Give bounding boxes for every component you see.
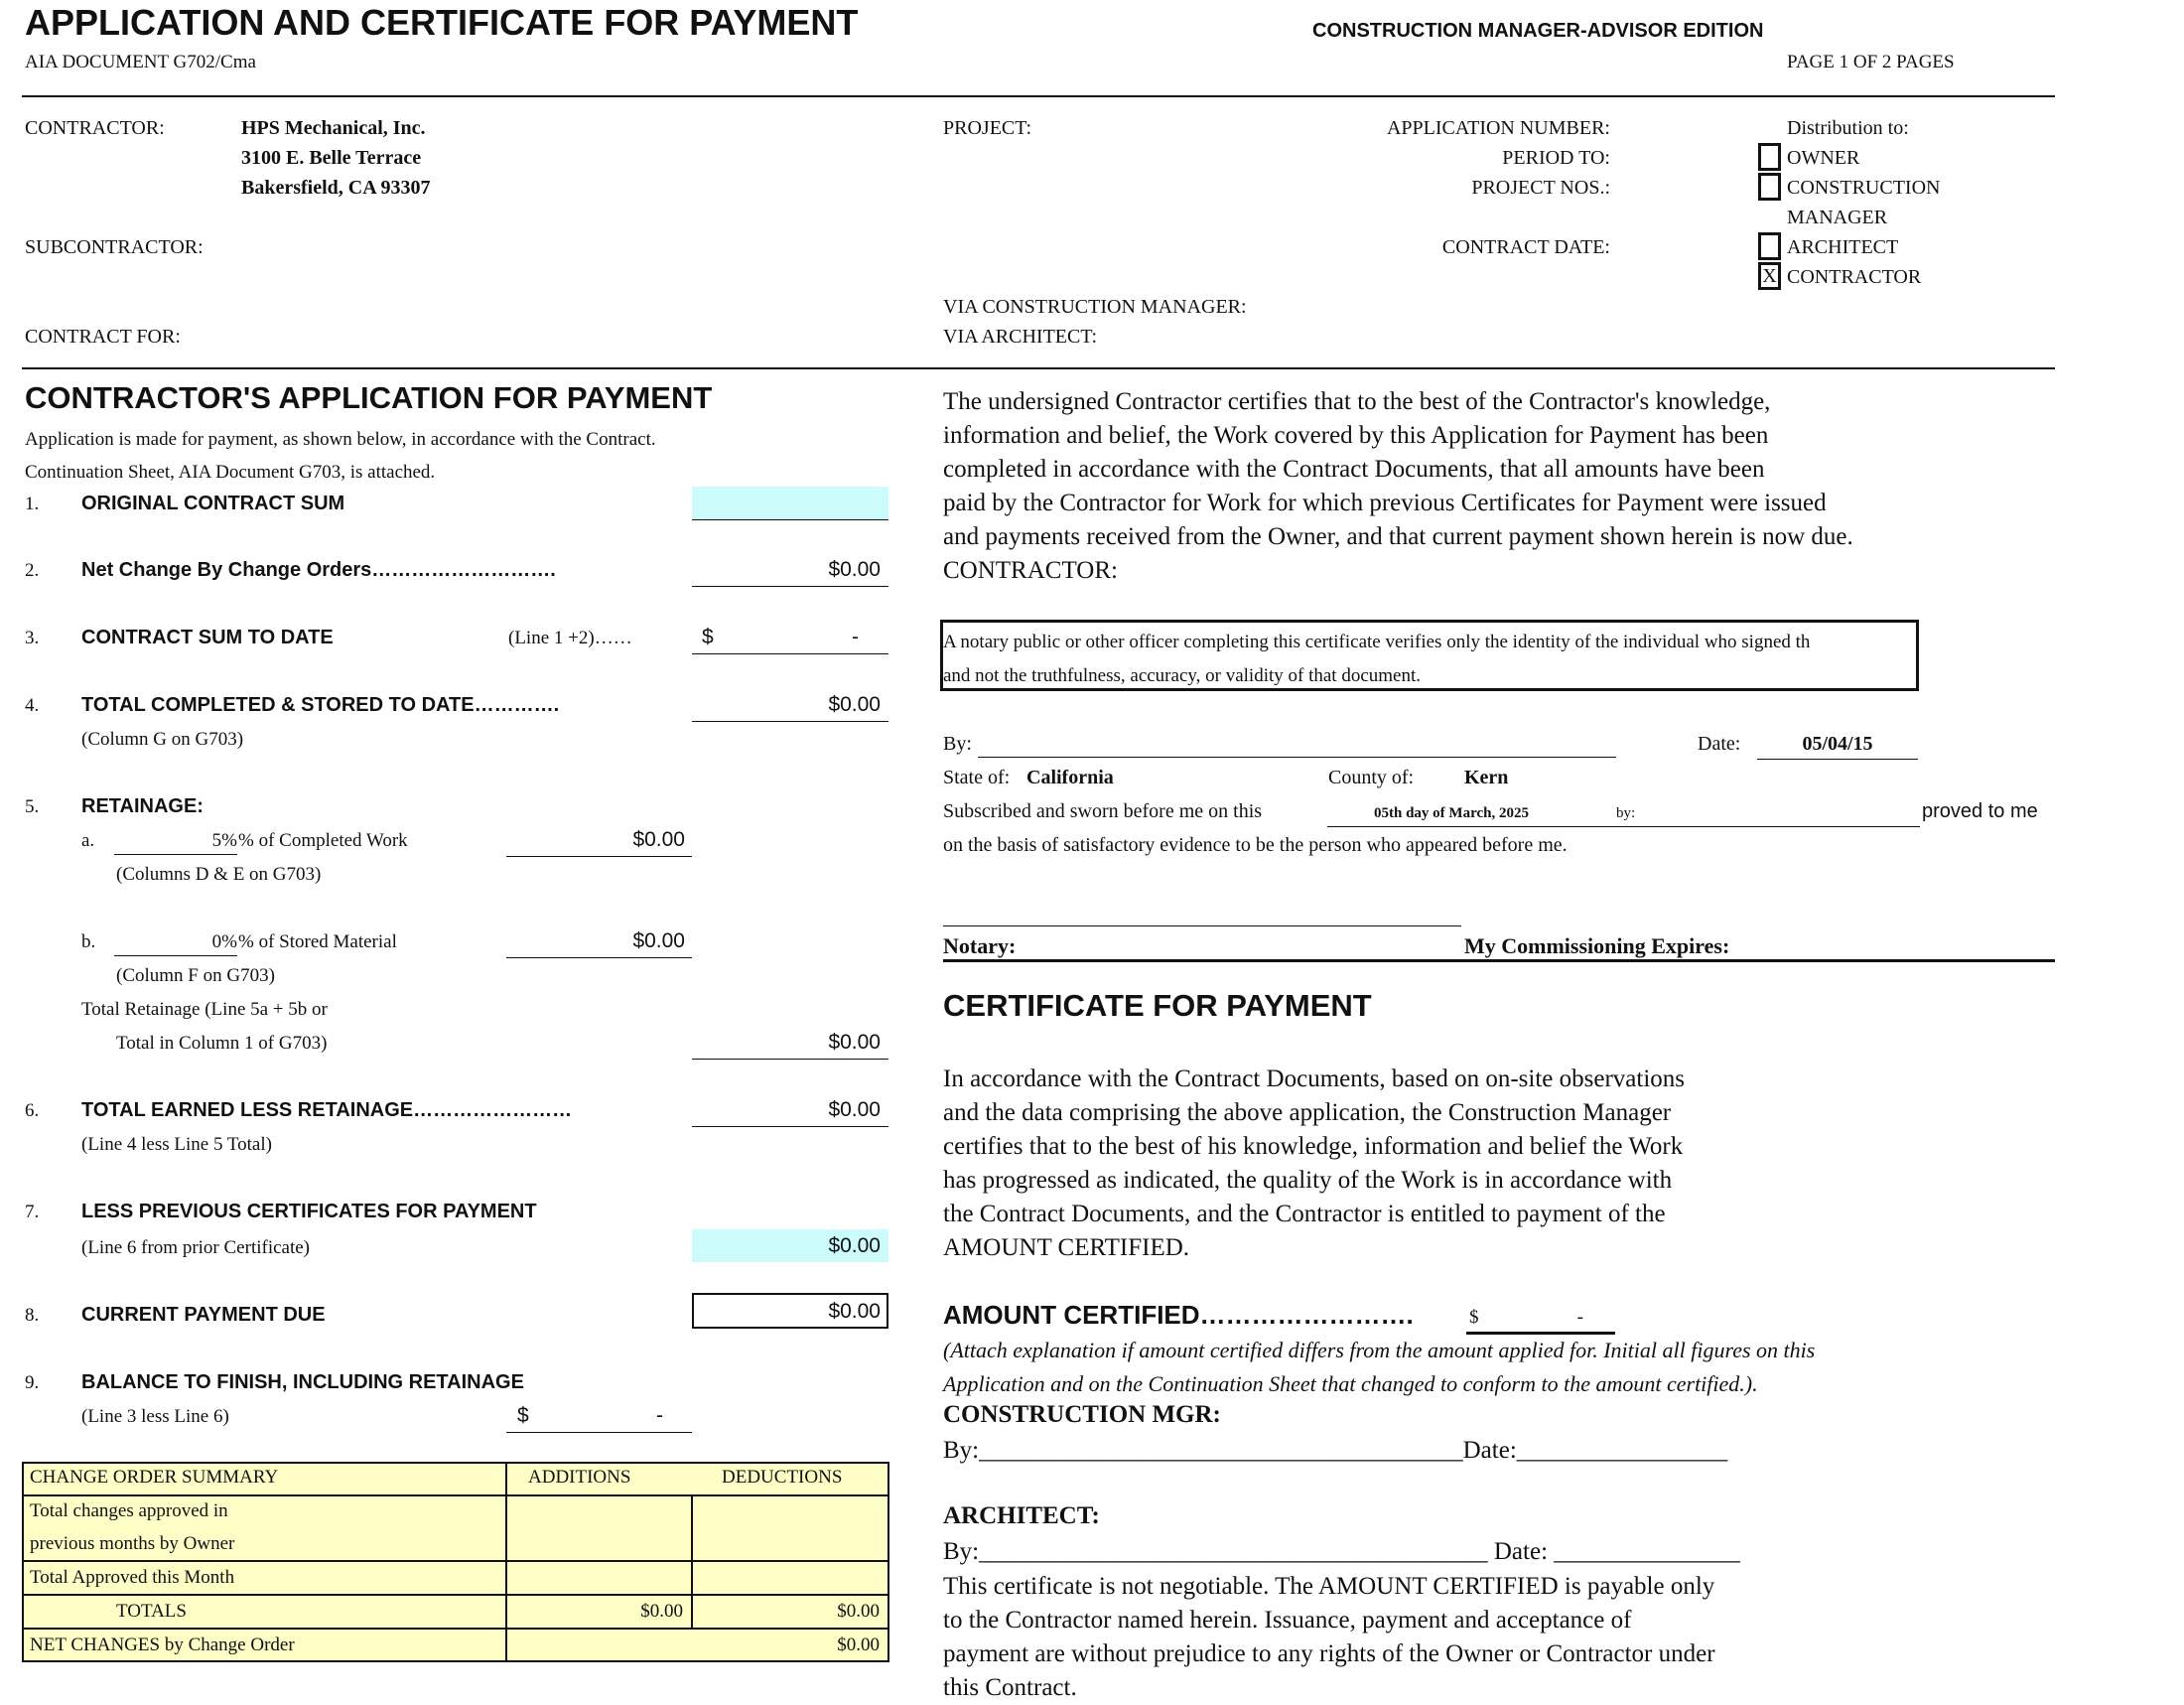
line-5b-underline xyxy=(506,957,692,958)
total-earned-less-retainage-value: $0.00 xyxy=(828,1098,881,1121)
edition-label: CONSTRUCTION MANAGER-ADVISOR EDITION xyxy=(1312,20,1764,42)
contractor-name: HPS Mechanical, Inc. xyxy=(241,117,426,139)
additions-header: ADDITIONS xyxy=(528,1467,631,1488)
notice-line: this Contract. xyxy=(943,1674,1077,1701)
commission-expires-label: My Commissioning Expires: xyxy=(1464,933,1730,958)
construction-manager-label-1: CONSTRUCTION xyxy=(1787,177,1941,199)
line-3-number: 3. xyxy=(25,628,40,648)
certification-line: and payments received from the Owner, and that current payment shown herein is now due. xyxy=(943,523,1853,550)
notary-notice-line-1: A notary public or other officer completing this certificate verifies only the identity of the individual who signed th xyxy=(943,632,1811,652)
header-divider xyxy=(22,95,2055,97)
notary-divider xyxy=(943,959,2055,962)
total-retainage-label-2: Total in Column 1 of G703) xyxy=(116,1033,328,1054)
contract-date-label: CONTRACT DATE: xyxy=(1441,236,1610,258)
change-order-summary-table xyxy=(22,1462,889,1662)
subscribed-label: Subscribed and sworn before me on this xyxy=(943,800,1263,822)
county-value: Kern xyxy=(1464,767,1509,788)
distribution-label: Distribution to: xyxy=(1787,117,1909,139)
prior-changes-label-1: Total changes approved in xyxy=(30,1500,228,1521)
construction-mgr-label: CONSTRUCTION MGR: xyxy=(943,1401,1221,1428)
line-6-underline xyxy=(692,1126,888,1127)
line-5b-text: % of Stored Material xyxy=(238,931,397,952)
state-value: California xyxy=(1026,767,1114,788)
document-code: AIA DOCUMENT G702/Cma xyxy=(25,52,256,72)
satisfactory-evidence-text: on the basis of satisfactory evidence to be the person who appeared before me. xyxy=(943,834,1568,856)
certification-line: paid by the Contractor for Work for which previous Certificates for Payment were issued xyxy=(943,490,1827,516)
line-3-underline xyxy=(692,653,888,654)
line-5-label: RETAINAGE: xyxy=(81,795,204,817)
explanation-line-1: (Attach explanation if amount certified differs from the amount applied for. Initial all figures on this xyxy=(943,1338,1816,1362)
line-5a-underline xyxy=(506,856,692,857)
contractor-label: CONTRACTOR: xyxy=(25,117,165,139)
state-label: State of: xyxy=(943,767,1011,788)
certification-contractor-label: CONTRACTOR: xyxy=(943,557,1118,584)
project-nos-label: PROJECT NOS.: xyxy=(1471,177,1610,199)
total-completed-value: $0.00 xyxy=(828,693,881,716)
contract-sum-to-date-value: - xyxy=(852,626,859,648)
notary-date-underline xyxy=(1757,759,1918,760)
parties-divider xyxy=(22,367,2055,369)
line-8-number: 8. xyxy=(25,1305,40,1326)
change-order-summary-title: CHANGE ORDER SUMMARY xyxy=(30,1467,279,1488)
amount-certified-underline xyxy=(1466,1332,1615,1335)
notary-notice-box xyxy=(940,620,1919,691)
line-5a-letter: a. xyxy=(81,830,95,851)
non-negotiable-notice xyxy=(943,1570,1715,1705)
line-2-label: Net Change By Change Orders………………………. xyxy=(81,559,556,581)
retainage-completed-percent[interactable]: 5% xyxy=(211,830,237,851)
line-1-number: 1. xyxy=(25,494,40,514)
totals-additions-value: $0.00 xyxy=(640,1601,683,1622)
certificate-line: has progressed as indicated, the quality of the Work is in accordance with xyxy=(943,1167,1673,1194)
notary-label: Notary: xyxy=(943,933,1017,958)
net-change-value: $0.00 xyxy=(828,558,881,581)
amount-certified-currency: $ xyxy=(1469,1307,1479,1328)
subcontractor-label: SUBCONTRACTOR: xyxy=(25,236,204,258)
prior-changes-label-2: previous months by Owner xyxy=(30,1533,235,1554)
project-label: PROJECT: xyxy=(943,117,1032,139)
retainage-stored-percent[interactable]: 0% xyxy=(211,931,237,952)
current-payment-due-value: $0.00 xyxy=(828,1300,881,1323)
net-changes-value: $0.00 xyxy=(837,1634,880,1655)
line-9-underline xyxy=(506,1432,692,1433)
total-retainage-label-1: Total Retainage (Line 5a + 5b or xyxy=(81,999,328,1020)
certificate-heading: CERTIFICATE FOR PAYMENT xyxy=(943,988,1372,1023)
architect-label-heading: ARCHITECT: xyxy=(943,1502,1100,1529)
subscribed-underline xyxy=(1327,826,1920,827)
deductions-header: DEDUCTIONS xyxy=(722,1467,843,1488)
line-4-label: TOTAL COMPLETED & STORED TO DATE…………. xyxy=(81,694,560,716)
certificate-text xyxy=(943,1063,1685,1265)
contractor-checkbox[interactable]: X xyxy=(1758,262,1781,290)
line-9-label: BALANCE TO FINISH, INCLUDING RETAINAGE xyxy=(81,1371,524,1393)
line-9-number: 9. xyxy=(25,1372,40,1393)
contractor-address-2: Bakersfield, CA 93307 xyxy=(241,177,431,199)
explanation-line-2: Application and on the Continuation Sheet that changed to conform to the amount certified.). xyxy=(943,1371,1758,1396)
line-5a-note: (Columns D & E on G703) xyxy=(116,864,322,885)
certificate-line: and the data comprising the above application, the Construction Manager xyxy=(943,1099,1672,1126)
architect-checkbox[interactable] xyxy=(1758,232,1781,260)
owner-label: OWNER xyxy=(1787,147,1860,169)
application-heading: CONTRACTOR'S APPLICATION FOR PAYMENT xyxy=(25,380,713,415)
approved-this-month-label: Total Approved this Month xyxy=(30,1567,235,1588)
line-2-underline xyxy=(692,586,888,587)
line-7-label: LESS PREVIOUS CERTIFICATES FOR PAYMENT xyxy=(81,1201,537,1222)
line-5-number: 5. xyxy=(25,796,40,817)
contract-for-label: CONTRACT FOR: xyxy=(25,326,181,348)
construction-manager-checkbox[interactable] xyxy=(1758,173,1781,201)
total-retainage-underline xyxy=(692,1059,888,1060)
line-6-label: TOTAL EARNED LESS RETAINAGE…………………… xyxy=(81,1099,573,1121)
original-contract-sum-field[interactable] xyxy=(692,487,888,519)
line-1-underline xyxy=(692,519,888,520)
architect-signature-line[interactable]: By:_________________________________________ Date: _______________ xyxy=(943,1538,1740,1565)
notary-by-signature-line[interactable] xyxy=(978,757,1616,758)
line-1-label: ORIGINAL CONTRACT SUM xyxy=(81,493,345,514)
notary-signature-line[interactable] xyxy=(943,925,1461,926)
contractor-address-1: 3100 E. Belle Terrace xyxy=(241,147,422,169)
certification-line: The undersigned Contractor certifies that to the best of the Contractor's knowledge, xyxy=(943,388,1771,415)
amount-certified-value[interactable]: - xyxy=(1576,1307,1583,1328)
line-3-currency: $ xyxy=(702,626,714,648)
period-to-label: PERIOD TO: xyxy=(1502,147,1610,169)
change-order-grid xyxy=(22,1462,889,1662)
via-architect-label: VIA ARCHITECT: xyxy=(943,326,1098,348)
proved-text: proved to me xyxy=(1922,800,2038,822)
notary-by-label: By: xyxy=(943,733,972,755)
line-2-number: 2. xyxy=(25,560,40,581)
subscribed-by-label: by: xyxy=(1616,805,1636,821)
application-number-label: APPLICATION NUMBER: xyxy=(1386,117,1610,139)
retainage-completed-value: $0.00 xyxy=(632,828,685,851)
contractor-certification xyxy=(943,385,1853,588)
line-5b-note: (Column F on G703) xyxy=(116,965,275,986)
owner-checkbox[interactable] xyxy=(1758,143,1781,171)
line-7-note: (Line 6 from prior Certificate) xyxy=(81,1237,311,1258)
construction-manager-label-2: MANAGER xyxy=(1787,207,1888,228)
notary-notice-line-2: and not the truthfulness, accuracy, or validity of that document. xyxy=(943,665,1422,686)
certificate-line: the Contract Documents, and the Contractor is entitled to payment of the xyxy=(943,1201,1666,1227)
line-7-number: 7. xyxy=(25,1202,40,1222)
architect-label: ARCHITECT xyxy=(1787,236,1899,258)
certification-line: completed in accordance with the Contract Documents, that all amounts have been xyxy=(943,456,1765,483)
notice-line: This certificate is not negotiable. The AMOUNT CERTIFIED is payable only xyxy=(943,1573,1715,1600)
certificate-line: In accordance with the Contract Documents, based on on-site observations xyxy=(943,1066,1685,1092)
certification-line: information and belief, the Work covered by this Application for Payment has been xyxy=(943,422,1769,449)
line-3-label: CONTRACT SUM TO DATE xyxy=(81,627,334,648)
contractor-distribution-label: CONTRACTOR xyxy=(1787,266,1922,288)
line-9-currency: $ xyxy=(517,1404,529,1427)
totals-deductions-value: $0.00 xyxy=(837,1601,880,1622)
amount-certified-label: AMOUNT CERTIFIED……………………. xyxy=(943,1300,1414,1330)
line-6-note: (Line 4 less Line 5 Total) xyxy=(81,1134,272,1155)
total-retainage-value: $0.00 xyxy=(828,1031,881,1054)
subscribed-date: 05th day of March, 2025 xyxy=(1374,805,1529,821)
line-8-label: CURRENT PAYMENT DUE xyxy=(81,1304,326,1326)
certificate-line: AMOUNT CERTIFIED. xyxy=(943,1234,1190,1261)
construction-mgr-signature-line[interactable]: By:_______________________________________Date:_________________ xyxy=(943,1437,1728,1464)
notice-line: payment are without prejudice to any rights of the Owner or Contractor under xyxy=(943,1640,1715,1667)
document-title: APPLICATION AND CERTIFICATE FOR PAYMENT xyxy=(25,2,859,43)
page-indicator: PAGE 1 OF 2 PAGES xyxy=(1787,52,1955,72)
line-5b-letter: b. xyxy=(81,931,96,952)
line-4-underline xyxy=(692,721,888,722)
retainage-stored-value: $0.00 xyxy=(632,929,685,952)
line-4-note: (Column G on G703) xyxy=(81,729,244,750)
county-label: County of: xyxy=(1328,767,1415,788)
via-cm-label: VIA CONSTRUCTION MANAGER: xyxy=(943,296,1247,318)
application-intro-1: Application is made for payment, as shown below, in accordance with the Contract. xyxy=(25,429,656,450)
line-5a-percent-underline xyxy=(114,854,237,855)
certificate-line: certifies that to the best of his knowledge, information and belief the Work xyxy=(943,1133,1684,1160)
net-changes-label: NET CHANGES by Change Order xyxy=(30,1634,295,1655)
notary-date-value[interactable]: 05/04/15 xyxy=(1802,733,1873,755)
application-intro-2: Continuation Sheet, AIA Document G703, is attached. xyxy=(25,462,436,483)
balance-to-finish-value: - xyxy=(656,1404,663,1427)
line-3-note: (Line 1 +2)…… xyxy=(508,628,632,648)
line-5a-text: % of Completed Work xyxy=(238,830,408,851)
line-5b-percent-underline xyxy=(114,955,237,956)
notice-line: to the Contractor named herein. Issuance, payment and acceptance of xyxy=(943,1607,1632,1634)
previous-certificates-value: $0.00 xyxy=(828,1234,881,1257)
totals-label: TOTALS xyxy=(116,1601,187,1622)
line-6-number: 6. xyxy=(25,1100,40,1121)
line-4-number: 4. xyxy=(25,695,40,716)
notary-date-label: Date: xyxy=(1698,733,1741,755)
line-9-note: (Line 3 less Line 6) xyxy=(81,1406,229,1427)
